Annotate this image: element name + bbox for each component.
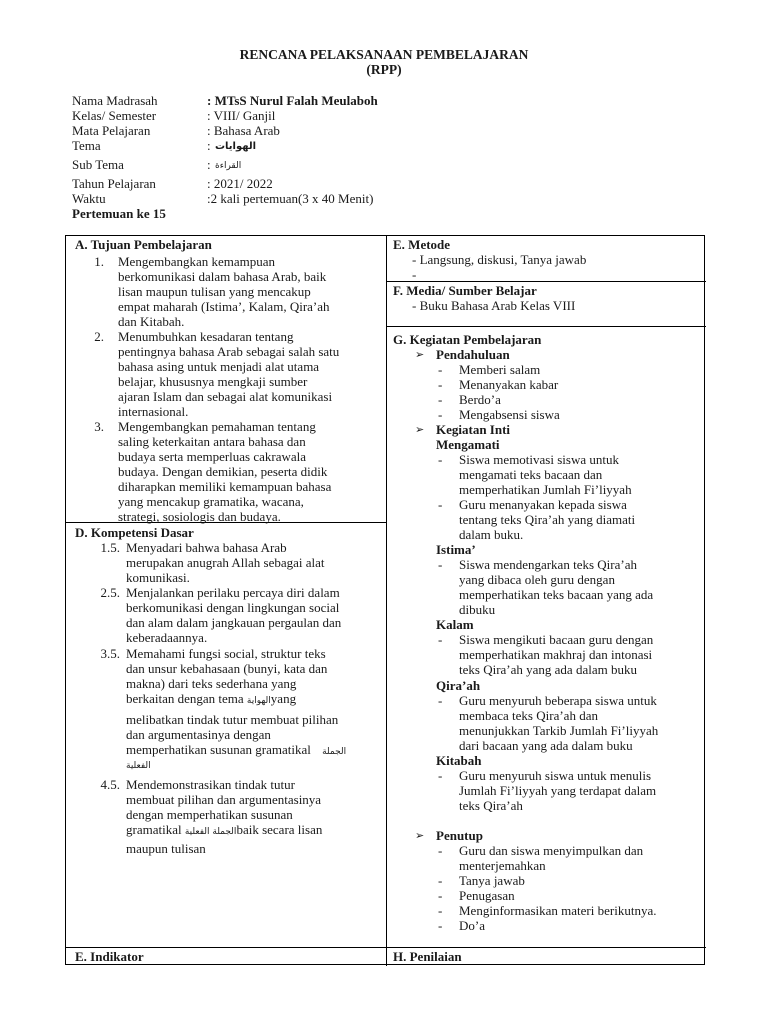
tujuan-item-2-line: bahasa asing untuk menjadi alat utama [118, 359, 320, 374]
metode-item: - [412, 267, 417, 282]
tujuan-item-3-line: Mengembangkan pemahaman tentang [118, 419, 316, 434]
tujuan-item-3-line: diharapkan memiliki kemampuan bahasa [118, 479, 332, 494]
tujuan-item-1-line: lisan maupun tulisan yang mencakup [118, 284, 311, 299]
istima-title: Istima’ [436, 542, 476, 557]
dash-bullet: - [438, 392, 443, 407]
arrow-bullet-icon: ➢ [415, 423, 425, 436]
penutup-line: menterjemahkan [459, 858, 546, 873]
dash-bullet: - [438, 873, 443, 888]
kd-3-text: memperhatikan susunan gramatikal [126, 742, 311, 757]
penutup-title: Penutup [436, 828, 483, 843]
kd-4-line: membuat pilihan dan argumentasinya [126, 792, 322, 807]
mengamati-line: Siswa memotivasi siswa untuk [459, 452, 619, 467]
kd-4-text: gramatikal [126, 822, 182, 837]
tujuan-item-3-line: yang mencakup gramatika, wacana, [118, 494, 304, 509]
document-subtitle: (RPP) [366, 62, 402, 77]
pendahuluan-item: Berdo’a [459, 392, 501, 407]
subtema-value-arabic: القراءة [215, 161, 242, 171]
tahun-value: : 2021/ 2022 [207, 176, 273, 191]
tujuan-item-3-line: budaya serta memperluas cakrawala [118, 449, 307, 464]
tujuan-item-1-line: berkomunikasi dalam bahasa Arab, baik [118, 269, 327, 284]
tujuan-item-2-line: Menumbuhkan kesadaran tentang [118, 329, 294, 344]
kd-3-line-with-arabic [126, 691, 296, 709]
kd-2-line: berkomunikasi dengan lingkungan social [126, 600, 340, 615]
tahun-label: Tahun Pelajaran [72, 176, 156, 191]
penutup-line: Guru dan siswa menyimpulkan dan [459, 843, 644, 858]
kd-3-number: 3.5. [100, 646, 120, 661]
dash-bullet: - [438, 843, 443, 858]
tujuan-item-2-line: belajar, khususnya mengkaji sumber [118, 374, 308, 389]
kd-3-line: dan argumentasinya dengan [126, 727, 271, 742]
kitabah-line: Guru menyuruh siswa untuk menulis [459, 768, 652, 783]
tujuan-item-3-line: budaya. Dengan demikian, peserta didik [118, 464, 328, 479]
penilaian-heading: H. Penilaian [393, 949, 462, 964]
mengamati-line: memperhatikan Jumlah Fi’liyyah [459, 482, 632, 497]
kd-1-line: komunikasi. [126, 570, 190, 585]
mapel-value: : Bahasa Arab [207, 123, 280, 138]
indikator-heading: E. Indikator [75, 949, 144, 964]
subtema-label: Sub Tema [72, 157, 124, 172]
kitabah-line: teks Qira’ah [459, 798, 523, 813]
inti-title: Kegiatan Inti [436, 422, 511, 437]
row-divider-right-1 [386, 281, 706, 282]
tujuan-item-1-line: empat maharah (Istima’, Kalam, Qira’ah [118, 299, 330, 314]
tujuan-item-1-line: dan Kitabah. [118, 314, 185, 329]
tema-value-arabic: الهوايات [215, 141, 257, 152]
tujuan-item-2-number: 2. [94, 329, 104, 344]
dash-bullet: - [438, 557, 443, 572]
kelas-value: : VIII/ Ganjil [207, 108, 276, 123]
tujuan-item-3-line: strategi, sosiologis dan budaya. [118, 509, 281, 524]
kalam-line: teks Qira’ah yang ada dalam buku [459, 662, 637, 677]
madrasah-value: : MTsS Nurul Falah Meulaboh [207, 93, 378, 108]
dash-bullet: - [438, 888, 443, 903]
dash-bullet: - [438, 903, 443, 918]
mapel-label: Mata Pelajaran [72, 123, 151, 138]
tujuan-item-1-line: Mengembangkan kemampuan [118, 254, 276, 269]
waktu-value: :2 kali pertemuan(3 x 40 Menit) [207, 191, 374, 206]
madrasah-label: Nama Madrasah [72, 93, 158, 108]
qiraah-line: menunjukkan Tarkib Jumlah Fi’liyyah [459, 723, 659, 738]
kd-3-line: Memahami fungsi social, struktur teks [126, 646, 326, 661]
media-item: - Buku Bahasa Arab Kelas VIII [412, 298, 576, 313]
kegiatan-heading: G. Kegiatan Pembelajaran [393, 332, 542, 347]
arrow-bullet-icon: ➢ [415, 348, 425, 361]
tujuan-item-3-number: 3. [94, 419, 104, 434]
kitabah-title: Kitabah [436, 753, 482, 768]
pendahuluan-item: Memberi salam [459, 362, 541, 377]
tujuan-item-2-line: ajaran Islam dan sebagai alat komunikasi [118, 389, 333, 404]
istima-line: memperhatikan teks bacaan yang ada [459, 587, 654, 602]
rpp-table [65, 235, 705, 965]
dash-bullet: - [438, 407, 443, 422]
media-heading: F. Media/ Sumber Belajar [393, 283, 537, 298]
tema-label: Tema [72, 138, 101, 153]
document-title: RENCANA PELAKSANAAN PEMBELAJARAN [239, 47, 529, 62]
kd-1-line: Menyadari bahwa bahasa Arab [126, 540, 287, 555]
kd-3-line: melibatkan tindak tutur membuat pilihan [126, 712, 339, 727]
qiraah-title: Qira’ah [436, 678, 481, 693]
kd-4-text: baik secara lisan [236, 822, 323, 837]
qiraah-line: Guru menyuruh beberapa siswa untuk [459, 693, 657, 708]
mengamati-line: Guru menanyakan kepada siswa [459, 497, 627, 512]
metode-heading: E. Metode [393, 237, 451, 252]
arrow-bullet-icon: ➢ [415, 829, 425, 842]
kd-3-line: makna) dari teks sederhana yang [126, 676, 297, 691]
mengamati-line: tentang teks Qira’ah yang diamati [459, 512, 636, 527]
tujuan-item-3-line: saling keterkaitan antara bahasa dan [118, 434, 306, 449]
dash-bullet: - [438, 377, 443, 392]
column-divider [386, 236, 387, 966]
row-divider-right-2 [386, 326, 706, 327]
qiraah-line: dari bacaan yang ada dalam buku [459, 738, 633, 753]
kd-4-line: dengan memperhatikan susunan [126, 807, 293, 822]
istima-line: yang dibaca oleh guru dengan [459, 572, 615, 587]
kalam-line: memperhatikan makhraj dan intonasi [459, 647, 653, 662]
kd-2-line: keberadaannya. [126, 630, 208, 645]
penutup-item: Do’a [459, 918, 485, 933]
pendahuluan-item: Mengabsensi siswa [459, 407, 560, 422]
waktu-label: Waktu [72, 191, 106, 206]
dash-bullet: - [438, 497, 443, 512]
mengamati-title: Mengamati [436, 437, 500, 452]
penutup-item: Tanya jawab [459, 873, 525, 888]
dash-bullet: - [438, 768, 443, 783]
penutup-item: Penugasan [459, 888, 515, 903]
penutup-item: Menginformasikan materi berikutnya. [459, 903, 657, 918]
mengamati-line: dalam buku. [459, 527, 524, 542]
kd-4-number: 4.5. [100, 777, 120, 792]
kd-4-line: maupun tulisan [126, 841, 206, 856]
kd-1-number: 1.5. [100, 540, 120, 555]
dash-bullet: - [438, 452, 443, 467]
dash-bullet: - [438, 918, 443, 933]
kd-3-line-with-arabic [126, 742, 346, 760]
kd-3-arabic-term: الجملة [322, 747, 347, 757]
kalam-title: Kalam [436, 617, 474, 632]
tujuan-item-1-number: 1. [94, 254, 104, 269]
subtema-colon: : [207, 157, 211, 172]
metode-item: - Langsung, diskusi, Tanya jawab [412, 252, 587, 267]
tema-colon: : [207, 138, 211, 153]
dash-bullet: - [438, 693, 443, 708]
mengamati-line: mengamati teks bacaan dan [459, 467, 603, 482]
kelas-label: Kelas/ Semester [72, 108, 157, 123]
kd-3-arabic-term: الفعلية [126, 761, 151, 771]
kitabah-line: Jumlah Fi’liyyah yang terdapat dalam [459, 783, 657, 798]
tujuan-item-2-line: pentingnya bahasa Arab sebagai salah satu [118, 344, 340, 359]
pendahuluan-item: Menanyakan kabar [459, 377, 559, 392]
kd-1-line: merupakan anugrah Allah sebagai alat [126, 555, 325, 570]
tujuan-item-2-line: internasional. [118, 404, 189, 419]
kompetensi-heading: D. Kompetensi Dasar [75, 525, 194, 540]
kd-2-line: dan alam dalam jangkauan pergaulan dan [126, 615, 342, 630]
kd-4-line: Mendemonstrasikan tindak tutur [126, 777, 295, 792]
kd-2-number: 2.5. [100, 585, 120, 600]
kd-3-arabic-term: الهواية [246, 696, 271, 706]
tujuan-heading: A. Tujuan Pembelajaran [75, 237, 212, 252]
kd-3-text: berkaitan dengan tema [126, 691, 244, 706]
kd-4-arabic-term: الجملة الفعلية [184, 827, 237, 837]
row-divider-bottom [66, 947, 706, 948]
kd-3-text: yang [270, 691, 297, 706]
kd-4-line-with-arabic [126, 822, 322, 840]
pendahuluan-title: Pendahuluan [436, 347, 510, 362]
dash-bullet: - [438, 632, 443, 647]
istima-line: Siswa mendengarkan teks Qira’ah [459, 557, 637, 572]
dash-bullet: - [438, 362, 443, 377]
kalam-line: Siswa mengikuti bacaan guru dengan [459, 632, 654, 647]
kd-3-line: dan unsur kebahasaan (bunyi, kata dan [126, 661, 328, 676]
istima-line: dibuku [459, 602, 496, 617]
qiraah-line: membaca teks Qira’ah dan [459, 708, 598, 723]
kd-2-line: Menjalankan perilaku percaya diri dalam [126, 585, 340, 600]
